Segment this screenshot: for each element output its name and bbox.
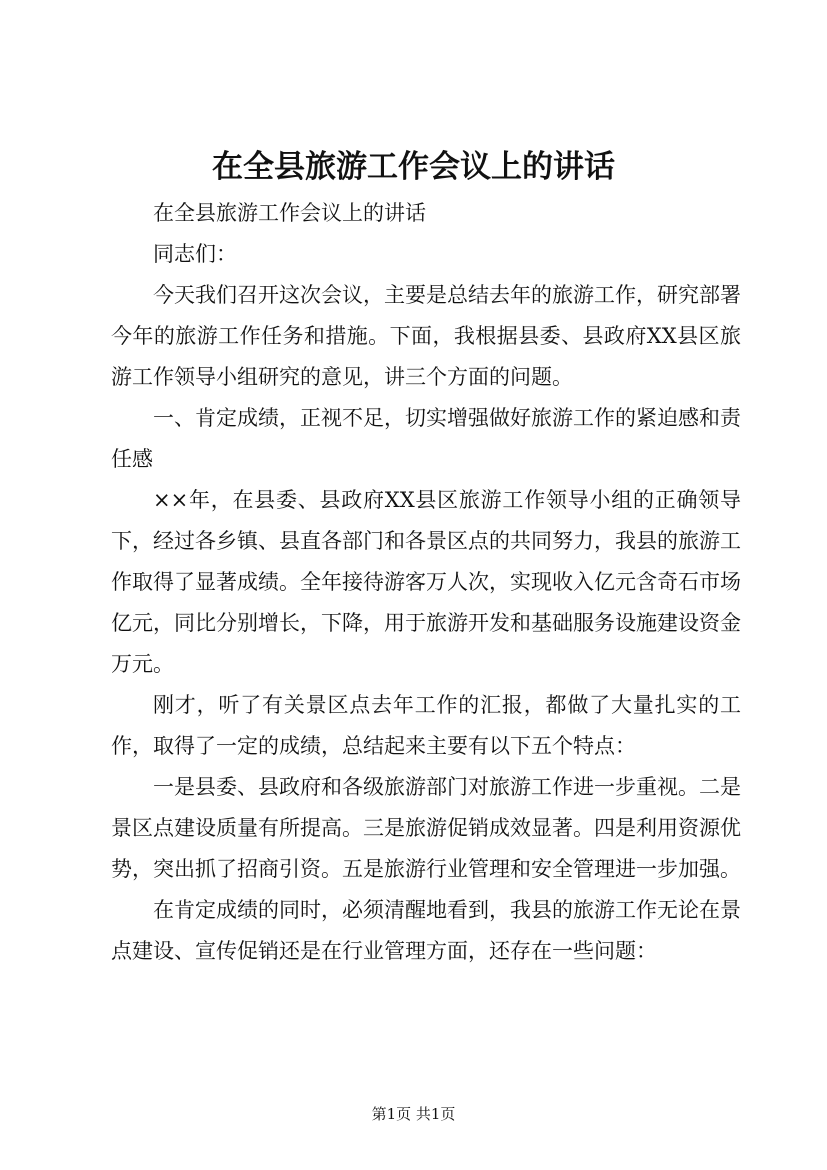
- paragraph-achievements: ××年，在县委、县政府XX县区旅游工作领导小组的正确领导下，经过各乡镇、县直各部门和各景区点的共同努力，我县的旅游工作取得了显著成绩。全年接待游客万人次，实现收入亿元含奇石市场亿元，同比分别增长，下降，用于旅游开发和基础服务设施建设资金万元。: [111, 488, 741, 676]
- paragraph-subtitle: 在全县旅游工作会议上的讲话: [153, 201, 426, 225]
- paragraph-reports: 刚才，听了有关景区点去年工作的汇报，都做了大量扎实的工作，取得了一定的成绩，总结起来主要有以下五个特点：: [111, 693, 741, 758]
- page-footer: 第1页 共1页: [371, 1105, 456, 1123]
- paragraph-problems: 在肯定成绩的同时，必须清醒地看到，我县的旅游工作无论在景点建设、宣传促销还是在行业管理方面，还存在一些问题：: [111, 898, 741, 963]
- paragraph-salutation: 同志们：: [153, 242, 237, 266]
- paragraph-intro: 今天我们召开这次会议，主要是总结去年的旅游工作，研究部署今年的旅游工作任务和措施。下面，我根据县委、县政府XX县区旅游工作领导小组研究的意见，讲三个方面的问题。: [111, 283, 741, 389]
- document-body: [111, 193, 741, 972]
- section-heading-1: 一、肯定成绩，正视不足，切实增强做好旅游工作的紧迫感和责任感: [111, 406, 741, 471]
- paragraph-five-features: 一是县委、县政府和各级旅游部门对旅游工作进一步重视。二是景区点建设质量有所提高。三是旅游促销成效显著。四是利用资源优势，突出抓了招商引资。五是旅游行业管理和安全管理进一步加强。: [111, 775, 741, 881]
- document-title: 在全县旅游工作会议上的讲话: [212, 149, 615, 185]
